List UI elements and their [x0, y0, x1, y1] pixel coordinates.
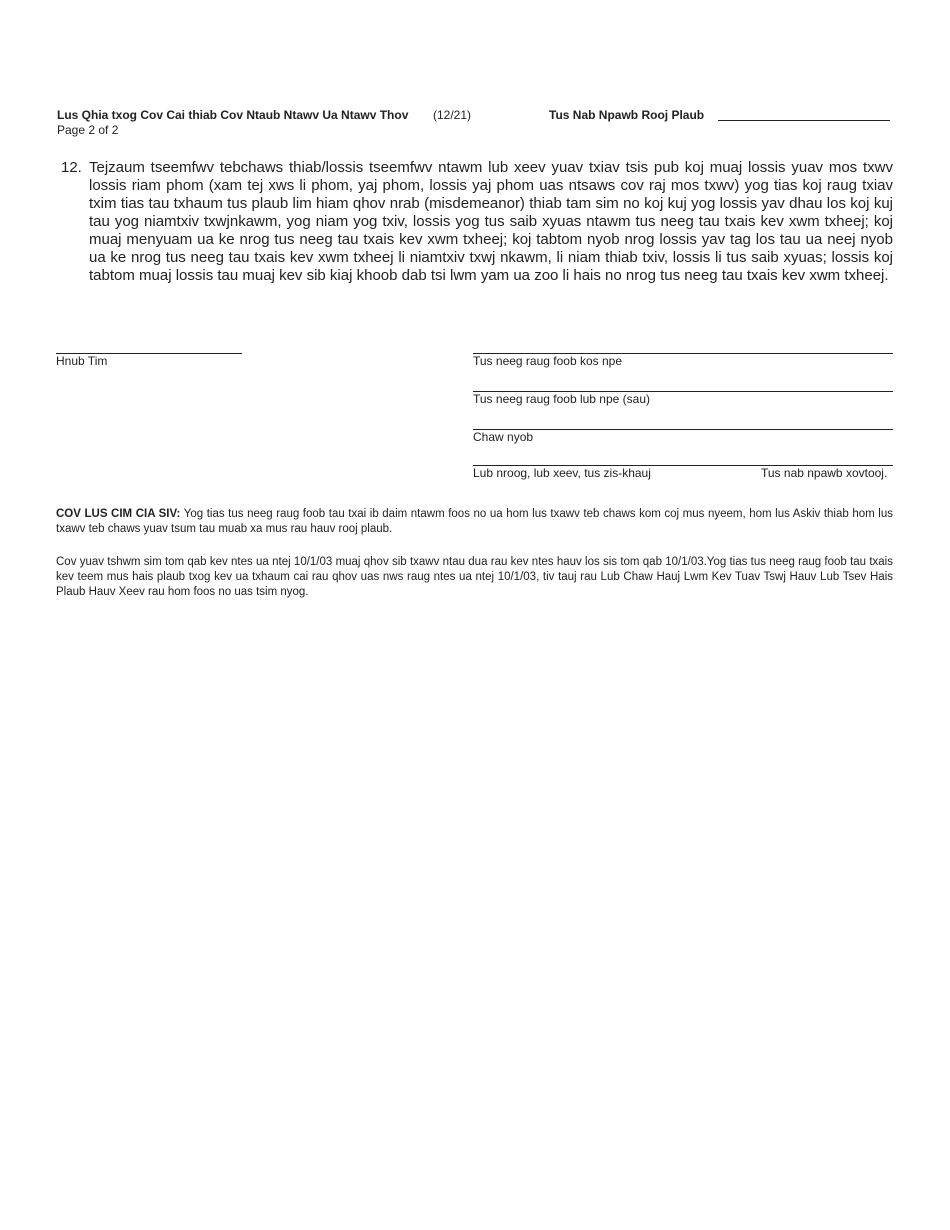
effective-date-paragraph: Cov yuav tshwm sim tom qab kev ntes ua ntej 10/1/03 muaj qhov sib txawv ntau dua rau kev ntes hauv los sis tom qab 10/1/03.Yog tias tus neeg raug foob tau txais kev teem mus hais plaub txog kev ua txhaum cai rau qhov uas nws raug ntes ua ntej 10/1/03, tiv tauj rau Lub Chaw Hauj Lwm Kev Tuav Tswj Hauv Lub Tsev Hais Plaub Hauv Xeev rau hom foos no uas tsim nyog.	[56, 556, 893, 598]
case-number-field[interactable]	[718, 120, 890, 121]
page-number: Page 2 of 2	[57, 123, 119, 137]
notice-paragraph	[56, 507, 893, 537]
notice-heading: COV LUS CIM CIA SIV:	[56, 508, 181, 520]
defendant-signature-label: Tus neeg raug foob kos npe	[473, 354, 622, 368]
date-label: Hnub Tim	[56, 354, 108, 368]
item-12-text: Tejzaum tseemfwv tebchaws thiab/lossis tseemfwv ntawm lub xeev yuav txiav tsis pub koj muaj lossis yuav mos txwv lossis riam phom (xam tej xws li phom, yaj phom, lossis yaj phom uas ntsaws cov raj mos txwv) yog tias koj raug txiav txim tias tau txhaum tus plaub lim hiam qhov nrab (misdemeanor) thiab tam sim no koj kuj yog lossis yav dhau los koj kuj tau yog niamtxiv txwjnkawm, yog niam yog txiv, lossis yog tus saib xyuas ntawm tus neeg tau txais kev xwm txheej; koj muaj menyuam ua ke nrog tus neeg tau txais kev xwm txheej; koj tabtom nyob nrog lossis yav tag los tau ua neej nyob ua ke nrog tus neeg tau txais kev xwm txheej li niamtxiv txwj nkawm, li niam thiab txiv, lossis li tus saib xyuas; lossis koj tabtom muaj lossis tau muaj kev sib kiaj khoob dab tsi lwm yam ua zoo li hais no nrog tus neeg tau txais kev xwm txheej.	[89, 159, 893, 284]
item-number: 12.	[61, 159, 82, 176]
city-state-zip-label: Lub nroog, lub xeev, tus zis-khauj	[473, 466, 651, 480]
form-title: Lus Qhia txog Cov Cai thiab Cov Ntaub Ntawv Ua Ntawv Thov	[57, 108, 409, 122]
form-date: (12/21)	[433, 108, 472, 122]
notice-text: Yog tias tus neeg raug foob tau txai ib daim ntawm foos no ua hom lus txawv teb chaws kom coj mus nyeem, hom lus Askiv thiab hom lus txawv teb chaws yuav tsum tau muab xa mus rau hauv rooj plaub.	[56, 508, 893, 535]
address-label: Chaw nyob	[473, 430, 534, 444]
phone-label: Tus nab npawb xovtooj.	[761, 466, 888, 480]
address-line[interactable]	[473, 429, 893, 430]
case-number-label: Tus Nab Npawb Rooj Plaub	[549, 108, 705, 122]
defendant-name-label: Tus neeg raug foob lub npe (sau)	[473, 392, 651, 406]
